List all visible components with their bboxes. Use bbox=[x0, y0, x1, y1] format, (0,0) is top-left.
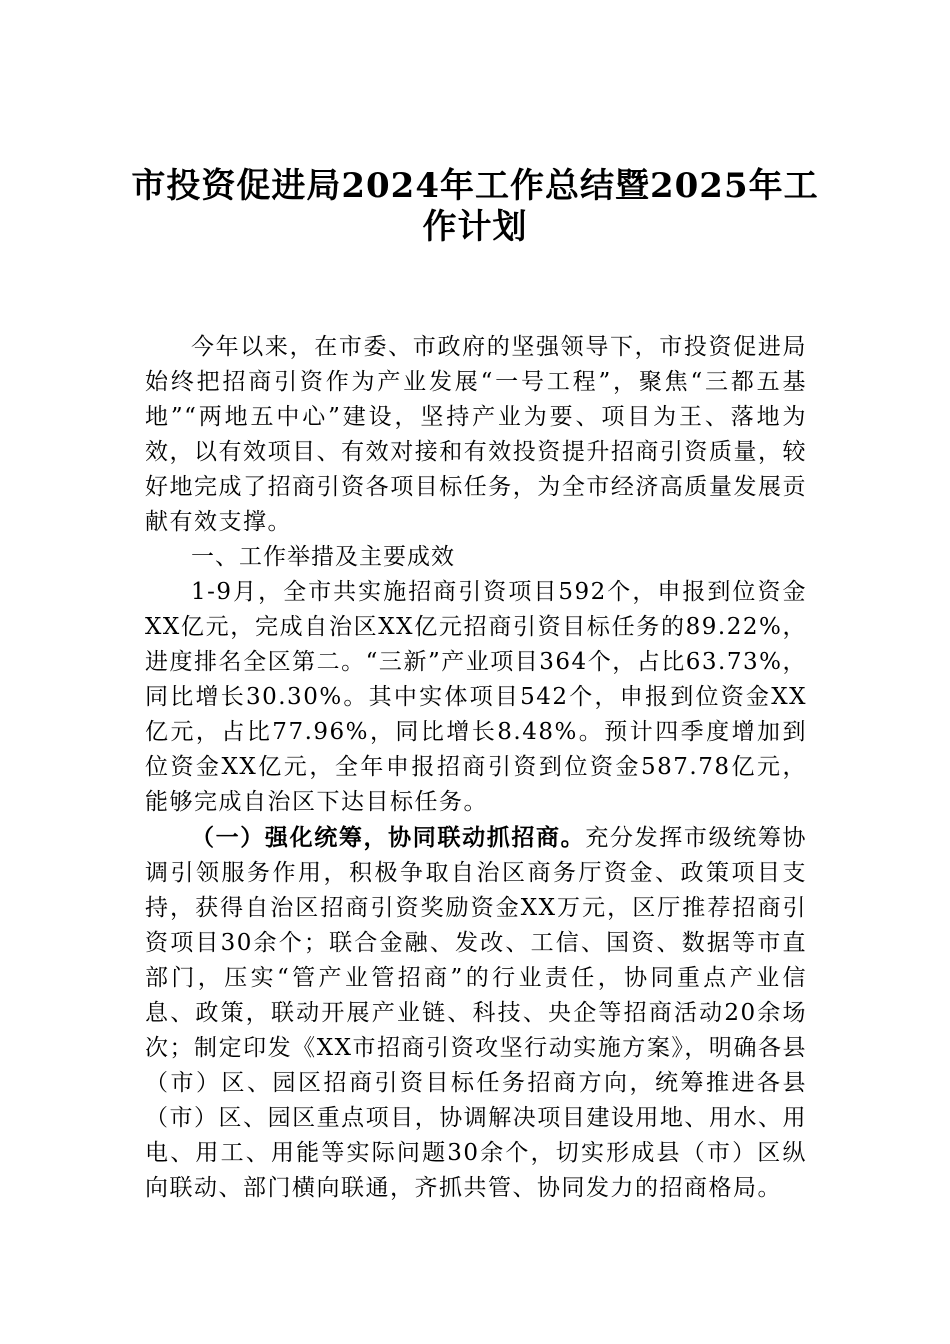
item-1-paragraph bbox=[145, 820, 807, 1206]
intro-paragraph: 今年以来，在市委、市政府的坚强领导下，市投资促进局始终把招商引资作为产业发展“一号工程”，聚焦“三都五基地”“两地五中心”建设，坚持产业为要、项目为王、落地为效，以有效项目、有效对接和有效投资提升招商引资质量，较好地完成了招商引资各项目标任务，为全市经济高质量发展贡献有效支撑。 bbox=[145, 334, 807, 535]
section-1-summary-paragraph: 1-9月，全市共实施招商引资项目592个，申报到位资金XX亿元，完成自治区XX亿元招商引资目标任务的89.22%，进度排名全区第二。“三新”产业项目364个，占比63.73%，同比增长30.30%。其中实体项目542个，申报到位资金XX亿元，占比77.96%，同比增长8.48%。预计四季度增加到位资金XX亿元，全年申报招商引资到位资金587.78亿元，能够完成自治区下达目标任务。 bbox=[145, 579, 807, 815]
document-title-line-1: 市投资促进局2024年工作总结暨2025年工 bbox=[131, 166, 819, 206]
item-1-body: 充分发挥市级统筹协调引领服务作用，积极争取自治区商务厅资金、政策项目支持，获得自治区招商引资奖励资金XX万元，区厅推荐招商引资项目30余个；联合金融、发改、工信、国资、数据等市直部门，压实“管产业管招商”的行业责任，协同重点产业信息、政策，联动开展产业链、科技、央企等招商活动20余场次；制定印发《XX市招商引资攻坚行动实施方案》，明确各县（市）区、园区招商引资目标任务招商方向，统筹推进各县（市）区、园区重点项目，协调解决项目建设用地、用水、用电、用工、用能等实际问题30余个，切实形成县（市）区纵向联动、部门横向联通，齐抓共管、协同发力的招商格局。 bbox=[145, 825, 808, 1201]
document-title-line-2: 作计划 bbox=[422, 207, 528, 247]
document-body bbox=[145, 330, 807, 1206]
item-1-lead: （一）强化统筹，协同联动抓招商。 bbox=[191, 824, 586, 851]
section-heading-1: 一、工作举措及主要成效 bbox=[191, 544, 455, 570]
